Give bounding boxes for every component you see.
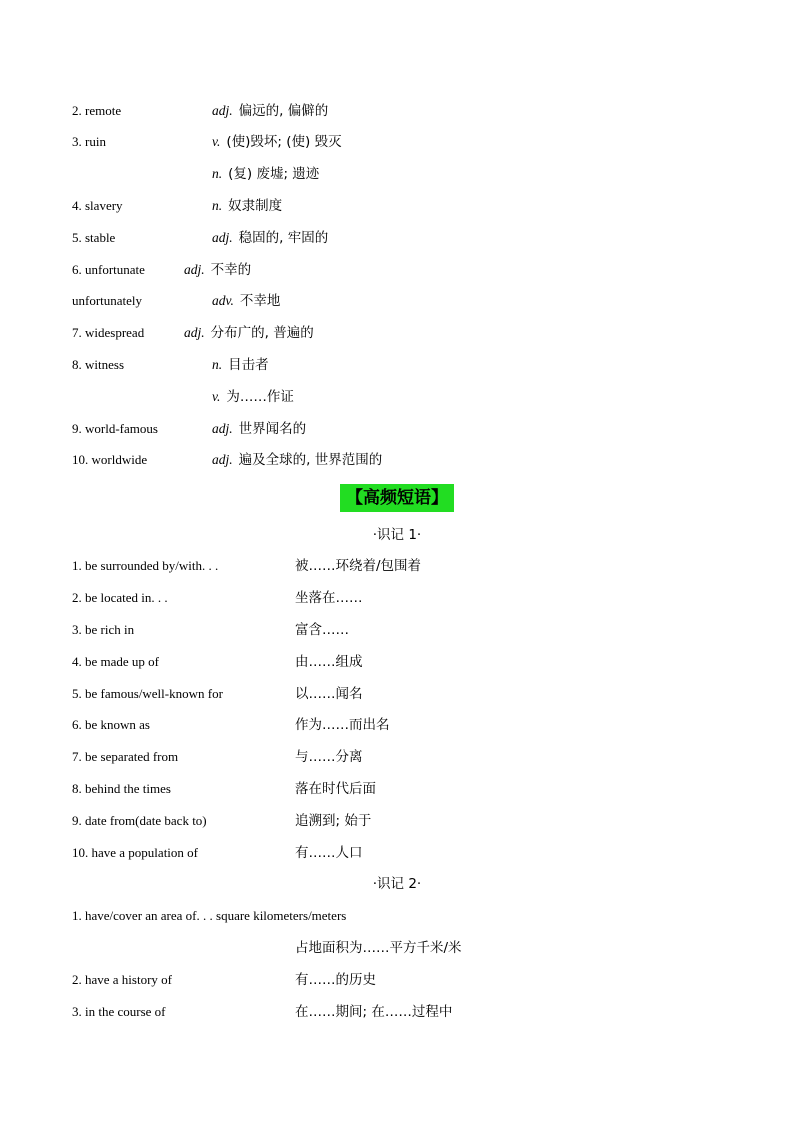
vocab-term: 6. unfortunate [72, 262, 145, 277]
vocab-definition: 不幸的 [210, 262, 252, 278]
vocab-row [72, 418, 732, 440]
phrase-term: 1. be surrounded by/with. . . [72, 558, 219, 573]
vocab-row [72, 322, 732, 344]
phrase-definition: 在……期间; 在……过程中 [295, 1004, 453, 1020]
phrase-term: 5. be famous/well-known for [72, 686, 223, 701]
phrase-term: 2. be located in. . . [72, 590, 168, 605]
part-of-speech: adj. [184, 262, 205, 277]
phrase-definition: 有……的历史 [295, 972, 376, 988]
phrase-definition: 与……分离 [295, 749, 363, 765]
phrase-row [72, 905, 732, 927]
phrase-definition: 作为……而出名 [295, 717, 390, 733]
vocab-row [72, 290, 732, 312]
part-of-speech: adj. [212, 103, 233, 118]
vocab-definition: 遍及全球的, 世界范围的 [238, 452, 383, 468]
vocab-term: 7. widespread [72, 325, 145, 340]
vocab-definition: 不幸地 [239, 293, 281, 309]
vocab-definition: 为……作证 [226, 389, 294, 405]
vocab-definition: 偏远的, 偏僻的 [238, 103, 329, 119]
part-of-speech: adj. [212, 421, 233, 436]
phrase-row [72, 651, 732, 673]
vocab-term: 8. witness [72, 357, 124, 372]
phrase-term: 4. be made up of [72, 654, 160, 669]
phrase-row [72, 810, 732, 832]
section-heading-wrap [0, 484, 794, 512]
phrase-term: 9. date from(date back to) [72, 813, 207, 828]
phrase-term: 8. behind the times [72, 781, 171, 796]
vocab-row [72, 386, 732, 408]
phrase-row [72, 842, 732, 864]
phrase-definition: 有……人口 [295, 845, 363, 861]
section-heading: 【高频短语】 [340, 484, 454, 512]
phrase-definition: 由……组成 [295, 654, 363, 670]
vocab-definition: 稳固的, 牢固的 [238, 230, 329, 246]
group-label: ·识记 1· [372, 527, 422, 543]
phrase-row [72, 587, 732, 609]
phrase-definition: 坐落在…… [295, 590, 363, 606]
part-of-speech: adj. [212, 230, 233, 245]
phrase-term: 3. be rich in [72, 622, 135, 637]
phrase-term: 2. have a history of [72, 972, 173, 987]
phrase-definition: 被……环绕着/包围着 [295, 558, 422, 574]
phrase-term: 10. have a population of [72, 845, 198, 860]
phrase-term: 6. be known as [72, 717, 150, 732]
vocab-row [72, 195, 732, 217]
phrase-row [72, 714, 732, 736]
vocab-term: unfortunately [72, 293, 143, 308]
part-of-speech: n. [212, 198, 223, 213]
vocab-term: 2. remote [72, 103, 122, 118]
part-of-speech: v. [212, 389, 221, 404]
vocab-definition: (使)毁坏; (使) 毁灭 [226, 134, 342, 150]
vocab-definition: 奴隶制度 [228, 198, 283, 214]
phrase-row [72, 1001, 732, 1023]
vocab-term: 3. ruin [72, 134, 106, 149]
phrase-row [72, 555, 732, 577]
vocab-row [72, 259, 732, 281]
vocab-row [72, 131, 732, 153]
vocab-definition: 分布广的, 普遍的 [210, 325, 314, 341]
phrase-definition: 以……闻名 [295, 686, 363, 702]
phrase-term: 1. have/cover an area of. . . square kilometers/meters [72, 908, 347, 923]
part-of-speech: adv. [212, 293, 234, 308]
phrase-term: 7. be separated from [72, 749, 179, 764]
phrase-row [72, 969, 732, 991]
phrase-row [72, 746, 732, 768]
phrase-definition: 占地面积为……平方千米/米 [295, 940, 462, 956]
phrase-definition: 追溯到; 始于 [295, 813, 372, 829]
part-of-speech: adj. [184, 325, 205, 340]
vocab-definition: 目击者 [228, 357, 269, 373]
group-label: ·识记 2· [372, 876, 422, 892]
vocab-row [72, 163, 732, 185]
vocab-definition: 世界闻名的 [238, 421, 307, 437]
phrase-row [72, 683, 732, 705]
vocab-row [72, 100, 732, 122]
vocab-row [72, 449, 732, 471]
phrase-row [72, 778, 732, 800]
vocab-term: 9. world-famous [72, 421, 158, 436]
part-of-speech: adj. [212, 452, 233, 467]
phrase-definition: 落在时代后面 [295, 781, 376, 797]
vocab-term: 4. slavery [72, 198, 123, 213]
phrase-definition: 富含…… [295, 622, 349, 638]
phrase-row [72, 619, 732, 641]
vocab-definition: (复) 废墟; 遗迹 [228, 166, 320, 182]
part-of-speech: n. [212, 357, 223, 372]
part-of-speech: v. [212, 134, 221, 149]
vocab-row [72, 227, 732, 249]
phrase-term: 3. in the course of [72, 1004, 166, 1019]
phrase-row [72, 937, 732, 959]
vocab-term: 10. worldwide [72, 452, 148, 467]
vocab-term: 5. stable [72, 230, 116, 245]
vocab-row [72, 354, 732, 376]
part-of-speech: n. [212, 166, 223, 181]
